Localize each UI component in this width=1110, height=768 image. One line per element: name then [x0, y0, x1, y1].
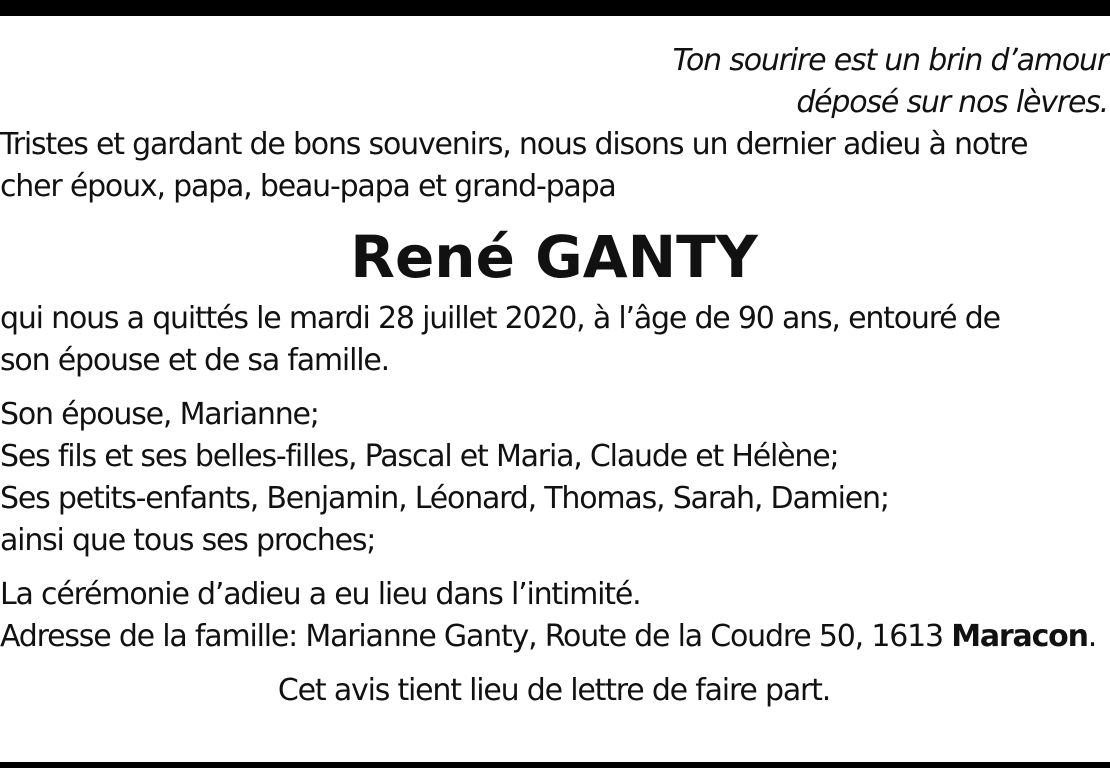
- passing-line-1: qui nous a quittés le mardi 28 juillet 2020, à l’âge de 90 ans, entouré de: [0, 301, 1000, 336]
- address-suffix: .: [1087, 619, 1097, 654]
- family-line-relatives: ainsi que tous ses proches;: [0, 523, 376, 558]
- top-border-rule: [0, 0, 1110, 16]
- epigraph-line-2: déposé sur nos lèvres.: [796, 85, 1108, 120]
- intro-line-1: Tristes et gardant de bons souvenirs, nous disons un dernier adieu à notre: [0, 127, 1028, 162]
- ceremony-line: La cérémonie d’adieu a eu lieu dans l’intimité.: [0, 577, 641, 612]
- closing-note: Cet avis tient lieu de lettre de faire part.: [277, 673, 831, 708]
- family-address: [0, 616, 1108, 658]
- intro-line-2: cher époux, papa, beau-papa et grand-papa: [0, 169, 616, 204]
- deceased-name: René GANTY: [350, 223, 758, 291]
- family-list: [0, 394, 1108, 562]
- bottom-border-rule: [0, 762, 1110, 768]
- address-text: Adresse de la famille: Marianne Ganty, Route de la Coudre 50, 1613: [0, 619, 952, 654]
- obituary-notice: [0, 40, 1108, 712]
- epigraph-line-1: Ton sourire est un brin d’amour: [672, 43, 1108, 78]
- passing-paragraph: [0, 298, 1108, 382]
- family-line-spouse: Son épouse, Marianne;: [0, 397, 319, 432]
- family-line-sons: Ses fils et ses belles-filles, Pascal et Maria, Claude et Hélène;: [0, 439, 839, 474]
- ceremony-paragraph: [0, 574, 1108, 658]
- passing-line-2: son épouse et de sa famille.: [0, 343, 389, 378]
- address-city: Maracon: [951, 619, 1088, 654]
- intro-paragraph: [0, 124, 1108, 208]
- family-line-grandchildren: Ses petits-enfants, Benjamin, Léonard, Thomas, Sarah, Damien;: [0, 481, 889, 516]
- epigraph: [0, 40, 1108, 124]
